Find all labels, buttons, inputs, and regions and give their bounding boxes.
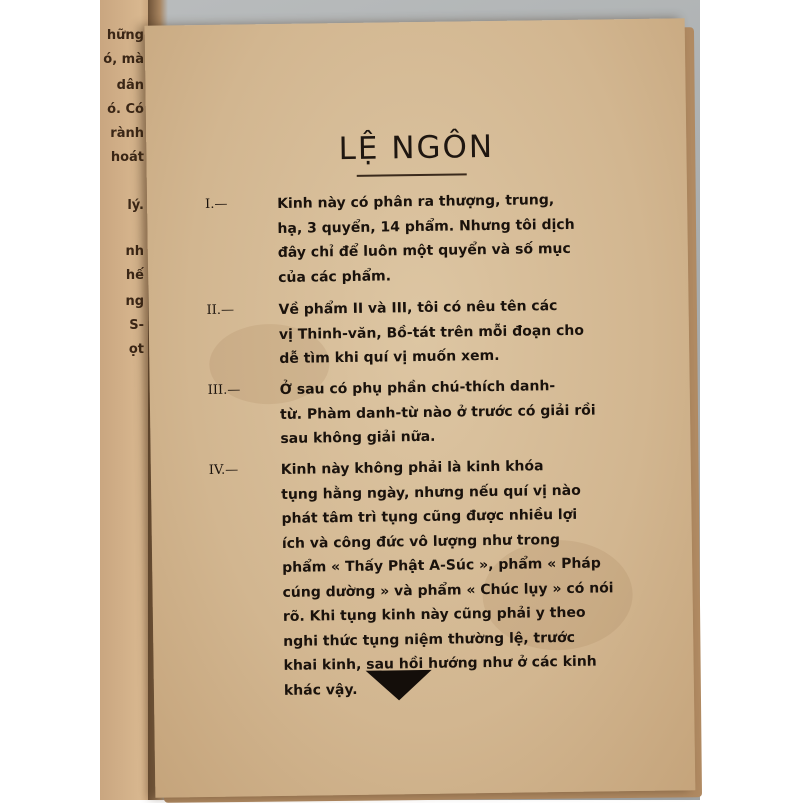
- paragraph-line: phẩm « Thấy Phật A-Súc », phẩm « Pháp: [282, 555, 601, 576]
- paragraph-line: đây chỉ để luôn một quyển và số mục: [277, 240, 571, 261]
- paragraph-line: của các phẩm.: [278, 267, 392, 286]
- left-page-text-fragment: nh: [125, 244, 144, 259]
- paragraph-line: hạ, 3 quyển, 14 phẩm. Nhưng tôi dịch: [277, 216, 575, 237]
- left-page-text-fragment: ó, mà: [103, 52, 144, 67]
- paragraph-line: vị Thinh-văn, Bồ-tát trên mỗi đoạn cho: [278, 322, 585, 343]
- paragraph-line: Kinh này không phải là kinh khóa: [280, 458, 544, 478]
- paragraph-line: rõ. Khi tụng kinh này cũng phải y theo: [282, 604, 586, 625]
- paragraph-line: ích và công đức vô lượng như trong: [281, 531, 561, 552]
- left-page-text-fragment: ó. Có: [107, 102, 144, 117]
- paragraph-line: Kinh này có phân ra thượng, trung,: [277, 192, 555, 212]
- paragraph-line: phát tâm trì tụng cũng được nhiều lợi: [281, 506, 578, 527]
- paragraph-number: II.—: [206, 302, 235, 318]
- paragraph-line: khai kinh, sau hồi hướng như ở các kinh: [283, 653, 597, 674]
- paragraph-number: IV.—: [208, 462, 239, 478]
- left-page-text-fragment: S-: [129, 318, 144, 333]
- left-page-text-fragment: dân: [116, 78, 144, 93]
- left-page-text-fragment: ọt: [128, 342, 144, 357]
- left-page-text-fragment: ng: [125, 294, 144, 309]
- left-page-text-fragment: hoát: [110, 150, 144, 165]
- paragraph-number: I.—: [205, 196, 228, 212]
- paragraph-line: từ. Phàm danh-từ nào ở trước có giải rồi: [279, 402, 596, 423]
- paragraph-line: sau không giải nữa.: [280, 428, 436, 447]
- paragraph-line: nghi thức tụng niệm thường lệ, trước: [283, 629, 576, 650]
- paragraph-3: [208, 373, 619, 452]
- paragraph-line: dễ tìm khi quí vị muốn xem.: [279, 347, 500, 367]
- left-page-text-fragment: lý.: [127, 198, 144, 213]
- paragraph-line: Về phẩm II và III, tôi có nêu tên các: [278, 298, 558, 318]
- title-underline: [357, 173, 467, 177]
- triangle-ornament-icon: [366, 670, 432, 701]
- page-title: LỆ NGÔN: [338, 128, 495, 168]
- left-page-text-fragment: rành: [110, 126, 144, 141]
- paragraph-1: [205, 187, 616, 291]
- paragraph-4: [209, 453, 622, 704]
- left-page-text-fragment: hế: [125, 268, 144, 283]
- paragraph-line: Ở sau có phụ phần chú-thích danh-: [279, 378, 556, 398]
- book-page: [145, 18, 696, 797]
- paragraph-2: [206, 293, 617, 372]
- left-page-text-fragment: hững: [106, 28, 144, 43]
- paragraph-line: tụng hằng ngày, nhưng nếu quí vị nào: [281, 482, 581, 503]
- paragraph-line: cúng dường » và phẩm « Chúc lụy » có nói: [282, 579, 614, 601]
- paragraph-number: III.—: [207, 382, 241, 398]
- paragraph-line: khác vậy.: [283, 681, 358, 699]
